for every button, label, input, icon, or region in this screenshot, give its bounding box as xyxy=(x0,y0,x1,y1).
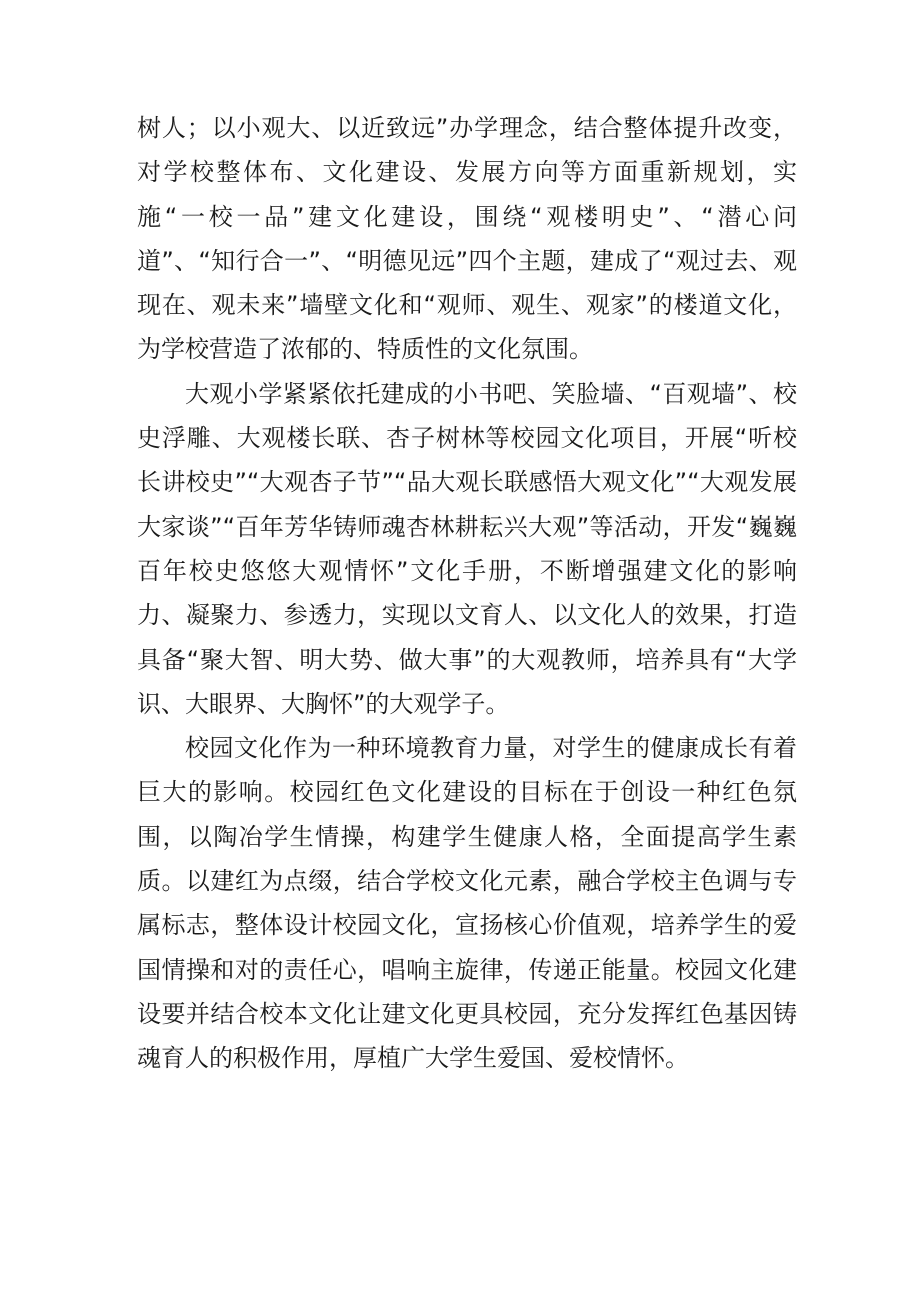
paragraph-continued: 树人；以小观大、以近致远”办学理念，结合整体提升改变，对学校整体布、文化建设、发展方向等方面重新规划，实施“一校一品”建文化建设，围绕“观楼明史”、“潜心问道”、“知行合一”、“明德见远”四个主题，建成了“观过去、观现在、观未来”墙壁文化和“观师、观生、观家”的楼道文化，为学校营造了浓郁的、特质性的文化氛围。 xyxy=(137,114,797,364)
paragraph-campus-culture: 校园文化作为一种环境教育力量，对学生的健康成长有着巨大的影响。校园红色文化建设的目标在于创设一种红色氛围，以陶冶学生情操，构建学生健康人格，全面提高学生素质。以建红为点缀，结合学校文化元素，融合学校主色调与专属标志，整体设计校园文化，宣扬核心价值观，培养学生的爱国情操和对的责任心，唱响主旋律，传递正能量。校园文化建设要并结合校本文化让建文化更具校园，充分发挥红色基因铸魂育人的积极作用，厚植广大学生爱国、爱校情怀。 xyxy=(137,734,797,1073)
paragraph-daguan-school: 大观小学紧紧依托建成的小书吧、笑脸墙、“百观墙”、校史浮雕、大观楼长联、杏子树林等校园文化项目，开展“听校长讲校史”“大观杏子节”“品大观长联感悟大观文化”“大观发展大家谈”“百年芳华铸师魂杏林耕耘兴大观”等活动，开发“巍巍百年校史悠悠大观情怀”文化手册，不断增强建文化的影响力、凝聚力、参透力，实现以文育人、以文化人的效果，打造具备“聚大智、明大势、做大事”的大观教师，培养具有“大学识、大眼界、大胸怀”的大观学子。 xyxy=(137,379,797,718)
document-body xyxy=(137,106,797,1081)
